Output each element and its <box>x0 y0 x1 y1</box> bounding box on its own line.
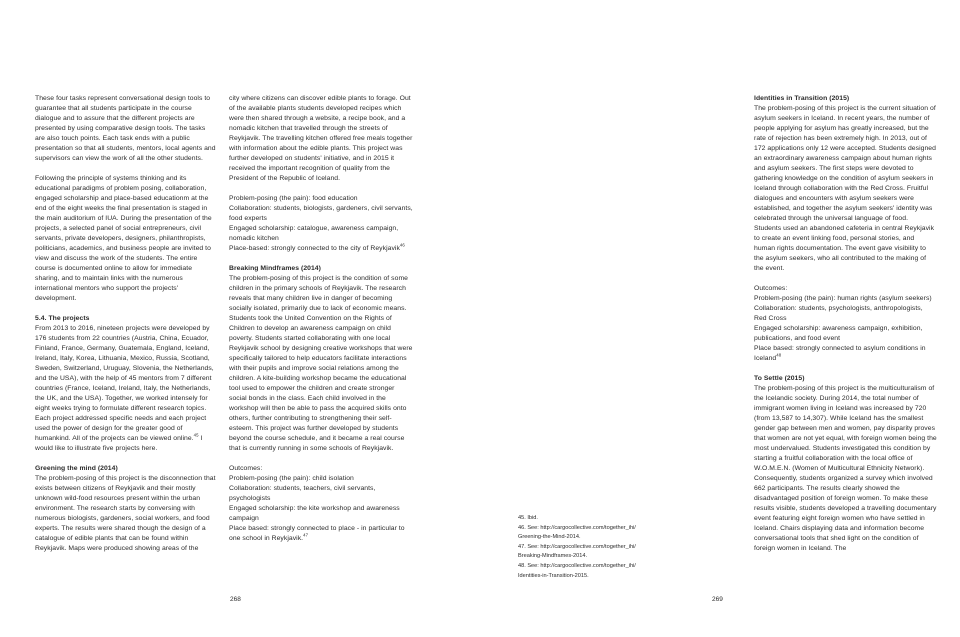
paragraph-identities-in-transition: The problem-posing of this project is the current situation of asylum seekers in Iceland. In recent years, the number of people applying for asylum has greatly increased, but the rate of rejection has been extremely high. In 2013, out of 172 applications only 12 were accepted. Students designed an extraordinary awareness campaign about human rights and asylum seekers. The first steps were devoted to gathering knowledge on the condition of asylum seekers in Iceland through collaboration with the Red Cross. Fruitful dialogues and encounters with asylum seekers were established, and together the asylum seekers' identity was celebrated through the universal language of food. Students used an abandoned cafeteria in central Reykjavik to create an event linking food, personal stories, and human rights documentation. The event gave visibility to the asylum seekers, who all contributed to the making of the event. <box>754 105 936 272</box>
outcome-engaged-scholarship: Engaged scholarship: awareness campaign, exhibition, publications, and food event <box>754 325 923 342</box>
outcomes-list-greening <box>229 194 413 254</box>
outcomes-list-identities <box>754 284 937 364</box>
outcome-place-based <box>754 344 937 364</box>
project-heading-breaking-mindframes: Breaking Mindframes (2014) <box>229 265 321 272</box>
outcome-place-based <box>229 524 413 544</box>
footnote-line: 47. See: http://cargocollective.com/together_ihi/ <box>518 543 636 550</box>
outcome-collaboration: Collaboration: students, biologists, gardeners, civil servants, food experts <box>229 205 413 222</box>
outcome-problem-posing: Problem-posing (the pain): food education <box>229 195 358 202</box>
paragraph-projects-overview <box>35 324 217 454</box>
paragraph-greening-the-mind: The problem-posing of this project is the disconnection that exists between citizens of Reykjavik and their mostly unknown wild-food resources present within the urban environment. The research starts by conversing with numerous biologists, gardeners, social workers, and food experts. The results were shared though the design of a catalogue of edible plants that can be found within Reykjavik. Maps were produced showing areas of the <box>35 475 216 552</box>
paragraph-text: I would like to illustrate five projects here. <box>35 435 203 452</box>
page-number-left: 268 <box>230 596 241 603</box>
footnote-ref-46: 46 <box>399 242 405 248</box>
project-heading-to-settle: To Settle (2015) <box>754 375 805 382</box>
outcome-problem-posing: Problem-posing (the pain): human rights (asylum seekers) <box>754 295 932 302</box>
paragraph-systems-thinking: Following the principle of systems thinking and its educational paradigms of problem posing, collaboration, engaged scholarship and place-based educationm at the end of the eight weeks the final presentation is staged in the main auditorium of IUA. During the presentation of the projects, a selected panel of social entrepreneurs, civil servants, private developers, designers, philanthropists, politicians, academics, and business people are invited to view and discuss the work of the students. The entire course is documented online to allow for immediate sharing, and to maintain links with the numerous international mentors who support the projects' development. <box>35 175 212 302</box>
footnote-ref-45: 45 <box>193 432 199 438</box>
outcome-problem-posing: Problem-posing (the pain): child isolation <box>229 475 354 482</box>
outcome-collaboration: Collaboration: students, teachers, civil servants, psychologists <box>229 485 376 502</box>
paragraph-to-settle: The problem-posing of this project is the multiculturalism of the Icelandic society. During 2014, the total number of immigrant women living in Iceland was increased by 720 (from 13,587 to 14,307). While Iceland has the smallest gender gap between men and women, pay disparity proves that women are not yet equal, with foreign women being the most undervalued. Students investigated this condition by starting a fruitful collaboration with the local office of W.O.M.E.N. (Women of Multicultural Ethnicity Network). Consequently, students organized a survey which involved 662 participants. The results clearly showed the disadvantaged position of foreign women. To make these results visible, students developed a travelling documentary event featuring eight foreign women who have settled in Iceland. Chairs displaying data and information become conversational tools that shed light on the condition of foreign women in Iceland. The <box>754 385 937 552</box>
paragraph-text: Place-based: strongly connected to the city of Reykjavik <box>229 245 400 252</box>
footnote-line: 46. See: http://cargocollective.com/together_ihi/ <box>518 524 636 531</box>
outcome-collaboration: Collaboration: students, psychologists, anthropologists, Red Cross <box>754 305 923 322</box>
outcomes-label: Outcomes: <box>754 285 788 292</box>
outcome-engaged-scholarship: Engaged scholarship: catalogue, awareness campaign, nomadic kitchen <box>229 225 399 242</box>
project-heading-greening-the-mind: Greening the mind (2014) <box>35 465 118 472</box>
section-heading-the-projects: 5.4. The projects <box>35 315 90 322</box>
paragraph-four-tasks: These four tasks represent conversational design tools to guarantee that all students participate in the course dialogue and to assure that the different projects are presented by using comparative design tools. The tasks are also touch points. Each task ends with a public presentation so that all students, mentors, local agents and supervisors can view the work of all the other students. <box>35 95 216 162</box>
paragraph-text: From 2013 to 2016, nineteen projects were developed by 176 students from 22 countries (Austria, China, Ecuador, Finland, France, Germany, Guatemala, England, Iceland, Ireland, Italy, Korea, Lithuania, Mexico, Russia, Scotland, Sweden, Switzerland, Uruguay, Slovenia, the Netherlands, and the USA), with the help of 45 mentors from 7 different countries (France, Iceland, Ireland, Italy, the Netherlands, the UK, and the USA). Together, we worked intensely for eight weeks trying to formulate different research topics. Each project addressed specific needs and each project used the power of design for the greater good of humankind. All of the projects can be viewed online. <box>35 325 214 442</box>
left-page-column-2 <box>229 94 413 554</box>
paragraph-greening-continued: city where citizens can discover edible plants to forage. Out of the available plants students developed recipes which were then shared through a website, a recipe book, and a nomadic kitchen that travelled through the streets of Reykjavik. The travelling kitchen offered free meals together with information about the edible plants. This project was further developed on students' initiative, and in 2015 it received the important recognition of quality from the President of the Republic of Iceland. <box>229 95 413 182</box>
footnote-line: 45. Ibid. <box>518 515 538 521</box>
footnote-line: Breaking-Mindframes-2014. <box>518 553 588 560</box>
paragraph-text: Place based: strongly connected to place - in particular to one school in Reykjavik. <box>229 525 405 542</box>
footnote-line: Greening-the-Mind-2014. <box>518 534 581 541</box>
footnote-line: 48. See: http://cargocollective.com/together_ihi/ <box>518 562 636 569</box>
outcomes-label: Outcomes: <box>229 465 263 472</box>
left-page-column-1 <box>35 94 217 554</box>
paragraph-text: Place based: strongly connected to asylum conditions in Iceland <box>754 345 926 362</box>
footnotes <box>518 514 670 581</box>
right-page-column-2 <box>754 94 937 554</box>
footnote-ref-47: 47 <box>303 532 309 538</box>
footnote-ref-48: 48 <box>776 352 782 358</box>
outcomes-list-breaking-mindframes <box>229 464 413 544</box>
project-heading-identities-in-transition: Identities in Transition (2015) <box>754 95 850 102</box>
paragraph-breaking-mindframes: The problem-posing of this project is the condition of some children in the primary schools of Reykjavik. The research reveals that many children live in danger of becoming socially isolated, primarily due to lack of economic means. Students took the United Convention on the Rights of Children to develop an awareness campaign on child poverty. Students started collaborating with one local Reykjavik school by designing creative workshops that were specifically tailored to help educators facilitate interactions with their pupils and improve social relations among the children. A kite-building workshop became the educational tool used to empower the children and create stronger social bonds in the class. Each child involved in the workshop will then be able to pass the acquired skills onto others, further contributing to strengthening their self-esteem. This project was further developed by students beyond the course schedule, and it became a real course that is currently running in some schools of Reykjavik. <box>229 275 413 452</box>
footnote-line: Identities-in-Transition-2015. <box>518 572 589 579</box>
page-number-right: 269 <box>712 596 723 603</box>
outcome-place-based <box>229 244 413 254</box>
outcome-engaged-scholarship: Engaged scholarship: the kite workshop and awareness campaign <box>229 505 400 522</box>
